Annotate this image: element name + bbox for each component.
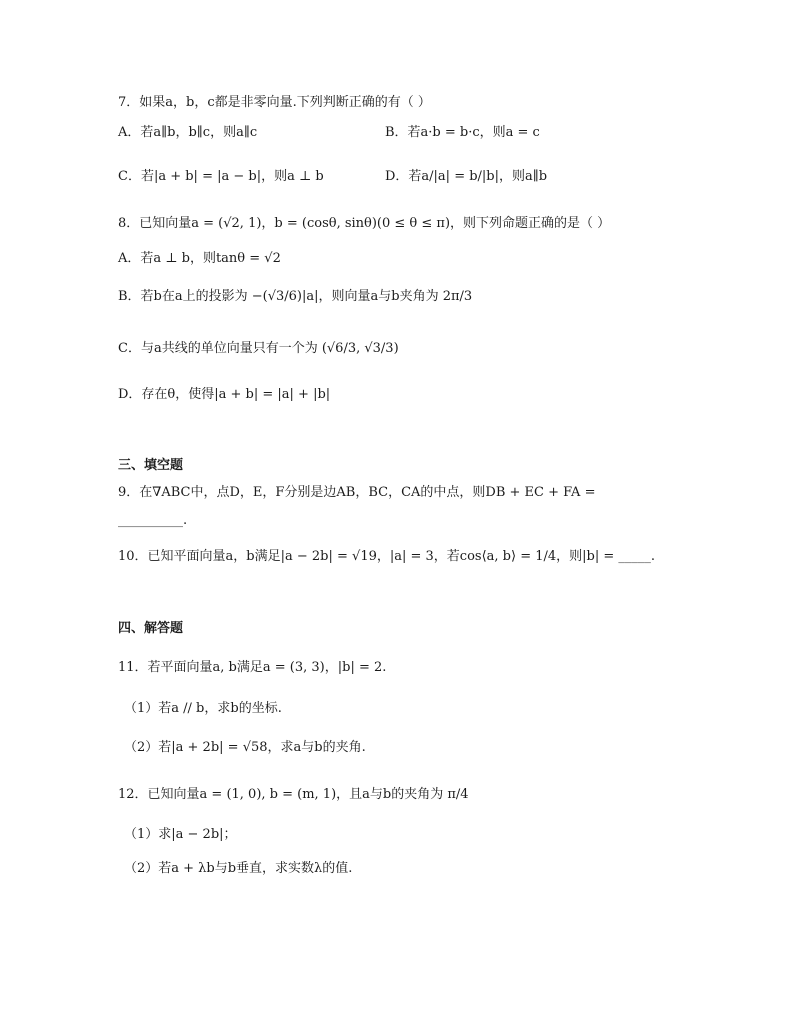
question-7-option-b: B．若a·b = b·c，则a = c [385, 125, 540, 140]
question-9-blank: __________. [118, 513, 188, 528]
question-11-stem: 11．若平面向量a, b满足a = (3, 3)，|b| = 2. [118, 660, 387, 675]
question-12-stem: 12．已知向量a = (1, 0), b = (m, 1)，且a与b的夹角为 π/4 [118, 787, 469, 802]
question-10-stem: 10．已知平面向量a，b满足|a − 2b| = √19，|a| = 3，若cos⟨a, b⟩ = 1/4，则|b| = _____. [118, 549, 656, 564]
question-8-option-a: A．若a ⊥ b，则tanθ = √2 [118, 251, 281, 266]
question-12-part-1: （1）求|a − 2b|； [124, 827, 237, 842]
question-8-option-c: C．与a共线的单位向量只有一个为 (√6/3, √3/3) [118, 341, 399, 356]
question-8-stem: 8．已知向量a = (√2, 1)，b = (cosθ, sinθ)(0 ≤ θ ≤ π)，则下列命题正确的是（ ） [118, 216, 611, 231]
question-8-option-b: B．若b在a上的投影为 −(√3/6)|a|，则向量a与b夹角为 2π/3 [118, 289, 473, 304]
section-4-title: 四、解答题 [118, 621, 184, 636]
question-11-part-2: （2）若|a + 2b| = √58，求a与b的夹角. [124, 740, 366, 755]
question-9-stem: 9．在∇ABC中，点D，E，F分别是边AB，BC，CA的中点，则DB + EC + FA = [118, 485, 596, 500]
question-7-option-c: C．若|a + b| = |a − b|，则a ⊥ b [118, 169, 324, 184]
question-7-option-d: D．若a/|a| = b/|b|，则a∥b [385, 169, 548, 184]
question-8-option-d: D．存在θ，使得|a + b| = |a| + |b| [118, 387, 331, 402]
question-7-stem: 7．如果a，b，c都是非零向量.下列判断正确的有（ ） [118, 95, 431, 110]
section-3-title: 三、填空题 [118, 458, 184, 473]
question-12-part-2: （2）若a + λb与b垂直，求实数λ的值. [124, 861, 353, 876]
question-11-part-1: （1）若a // b，求b的坐标. [124, 701, 282, 716]
question-7-option-a: A．若a∥b，b∥c，则a∥c [118, 125, 258, 140]
